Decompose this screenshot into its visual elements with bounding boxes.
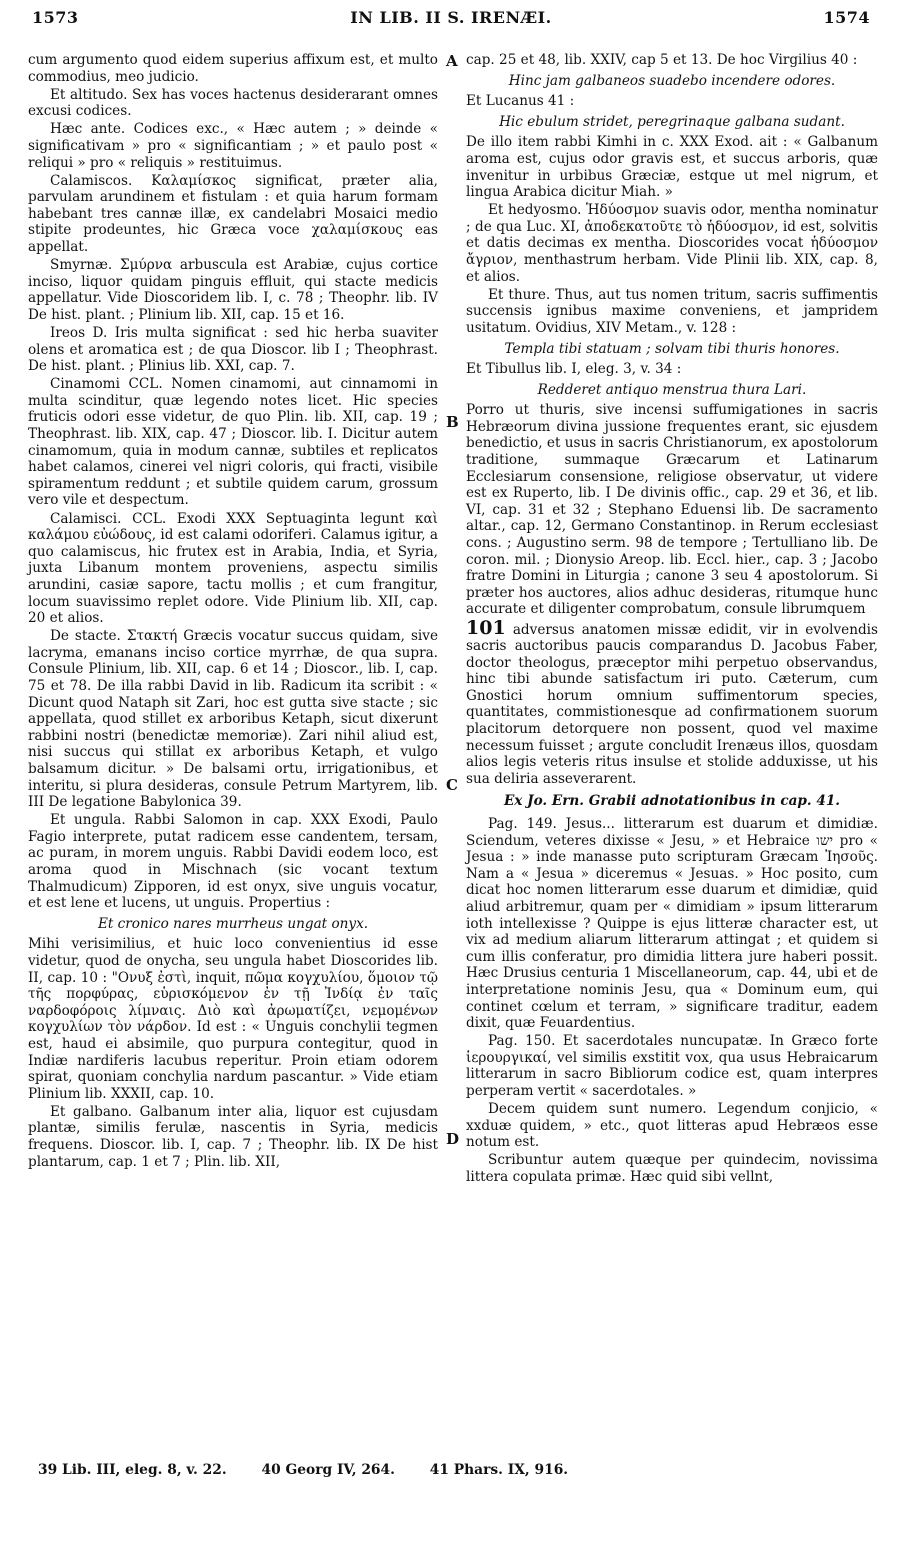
paragraph: cap. 25 et 48, lib. XXIV, cap 5 et 13. De hoc Virgilius 40 : xyxy=(466,52,858,68)
left-page-number: 1573 xyxy=(32,8,79,27)
paragraph: De illo item rabbi Kimhi in c. XXX Exod. ait : « Galbanum aroma est, cujus odor gravis est, et succus arboris, quæ invenitur in urbibus Græciæ, estque ut mel nigrum, et lingua Arabica dicitur Miah. » xyxy=(466,134,878,201)
paragraph: Ireos D. Iris multa significat : sed hic herba suaviter olens et aromatica est ; de qua Dioscor. lib I ; Theophrast. De hist. plant. ; Plinius lib. XXI, cap. 7. xyxy=(28,325,438,375)
paragraph: Et Tibullus lib. I, eleg. 3, v. 34 : xyxy=(466,361,682,378)
left-column xyxy=(28,52,438,1172)
paragraph: Scribuntur autem quæque per quindecim, novissima littera copulata primæ. Hæc quid sibi vellnt, xyxy=(466,1152,878,1185)
paragraph: Hæc ante. Codices exc., « Hæc autem ; » deinde « significativam » pro « significantiam ; » et paulo post « reliqui » pro « reliquis » restituimus. xyxy=(28,121,438,171)
paragraph: Pag. 150. Et sacerdotales nuncupatæ. In Græco forte ἱερουργικαί, vel similis exstitit vox, qua usus Hebraicarum litterarum in sacro Bibliorum codice est, quam interpres perperam vertit « sacerdotales. » xyxy=(466,1033,878,1100)
section-heading: Ex Jo. Ern. Grabii adnotationibus in cap. 41. xyxy=(503,793,841,810)
paragraph: De stacte. Στακτή Græcis vocatur succus quidam, sive lacryma, emanans inciso cortice myrrhæ, de qua supra. Consule Plinium, lib. XII, cap. 6 et 14 ; Dioscor., lib. I, cap. 75 et 78. De illa rabbi David in lib. Radicum ita scribit : « Dicunt quod Nataph sit Zari, hoc est gutta sive stacte ; sic appellata, quod stillet ex arboribus Ketaph, sicut dixerunt rabbini nostri (benedictæ memoriæ). Zari nihil aliud est, nisi succus qui stillat ex arboribus Ketaph, et vulgo balsamum dicitur. » De balsami ortu, irrigationibus, et interitu, si plura desideras, consule Petrum Martyrem, lib. III De legatione Babylonica 39. xyxy=(28,628,438,811)
footnote: 39 Lib. III, eleg. 8, v. 22. xyxy=(38,1462,227,1478)
margin-letter-b: B xyxy=(446,413,459,431)
paragraph: Decem quidem sunt numero. Legendum conjicio, « xxduæ quidem, » etc., quot litteras apud Hebræos esse notum est. xyxy=(466,1101,878,1151)
footnote: 41 Phars. IX, 916. xyxy=(429,1462,569,1478)
paragraph xyxy=(466,616,879,788)
footnote: 40 Georg IV, 264. xyxy=(261,1462,395,1478)
column-number-101: 101 xyxy=(466,616,506,639)
paragraph: Et altitudo. Sex has voces hactenus desiderarant omnes excusi codices. xyxy=(28,86,438,120)
verse-quote: Redderet antiquo menstrua thura Lari. xyxy=(537,381,807,398)
paragraph: Et Lucanus 41 : xyxy=(466,93,575,110)
verse-quote: Hic ebulum stridet, peregrinaque galbana sudant. xyxy=(499,113,845,130)
running-title: IN LIB. II S. IRENÆI. xyxy=(350,8,552,27)
paragraph: Porro ut thuris, sive incensi suffumigationes in sacris Hebræorum divina jussione frequentes erant, sic ejusdem benedictio, et usus in sacris Christianorum, ex apostolorum traditione, summaque Græcarum et Latinarum Ecclesiarum consensione, religiose observatur, ut videre est ex Ruperto, lib. I De divinis offic., cap. 29 et 36, et lib. VI, cap. 31 et 32 ; Stephano Eduensi lib. De sacramento altar., cap. 12, Germano Constantinop. in Rerum ecclesiast cons. ; Augustino serm. 98 de tempore ; Tertulliano lib. De coron. mil. ; Dionysio Areop. lib. Eccl. hier., cap. 3 ; Jacobo fratre Domini in Liturgia ; canone 3 seu 4 apostolorum. Si præter hos auctores, alios adhuc desideras, ritumque hunc accurate et diligenter comprobatum, consule librumquem xyxy=(466,402,878,618)
verse-quote: Et cronico nares murrheus ungat onyx. xyxy=(97,915,369,932)
paragraph: Et hedyosmo. Ἡδύοσμον suavis odor, mentha nominatur ; de qua Luc. XI, ἀποδεκατοῦτε τὸ ἡδύοσμον, id est, solvitis et datis decimas ex mentha. Dioscorides vocat ἡδύοσμον ἄγριον, menthastrum herbam. Vide Plinii lib. XIX, cap. 8, et alios. xyxy=(466,202,878,285)
paragraph: Smyrnæ. Σμύρνα arbuscula est Arabiæ, cujus cortice inciso, liquor quidam pinguis effluit, qui stacte medicis appellatur. Vide Dioscoridem lib. I, c. 78 ; Theophr. lib. IV De hist. plant. ; Plinium lib. XII, cap. 15 et 16. xyxy=(28,257,438,323)
paragraph-continuation: adversus anatomen missæ edidit, vir in evolvendis sacris auctoribus paucis comparandus D. Jacobus Faber, doctor theologus, præceptor mihi perpetuo observandus, hinc tibi abunde satisfactum iri puto. Cæterum, cum Gnostici horum omnium suffimentorum species, quantitates, commistionesque ad confirmationem suorum placitorum detorquere non possent, quod vel maxime necessum fuisset ; argute concludit Irenæus illos, quosdam alios legis veteris ritus insulse et stolide adduxisse, ut his sua deliria asseverarent. xyxy=(466,621,879,787)
paragraph: Et thure. Thus, aut tus nomen tritum, sacris suffimentis succensis ignibus maxime conveniens, et jampridem usitatum. Ovidius, XIV Metam., v. 128 : xyxy=(466,286,878,336)
paragraph: Calamisci. CCL. Exodi XXX Septuaginta legunt καὶ καλάμου εὐώδους, id est calami odoriferi. Calamus igitur, a quo calamiscus, hic frutex est in Arabia, India, et Syria, juxta Libanum montem proveniens, aspectu similis arundini, casiæ sapore, tactu mollis ; et cum frangitur, locum suavissimo replet odore. Vide Plinium lib. XII, cap. 20 et alios. xyxy=(28,510,439,627)
right-page-number: 1574 xyxy=(823,8,870,27)
paragraph: Pag. 149. Jesus... litterarum est duarum et dimidiæ. Sciendum, veteres dixisse « Jesu, » et Hebraice ישו pro « Jesua : » inde manasse puto scripturam Græcam Ἰησοῦς. Nam a « Jesua » diceremus « Jesuas. » Hoc posito, cum dicat hoc nomen litterarum esse duarum et dimidiæ, quid aliud arbitremur, quam per « dimidiam » ipsum litterarum ioth intellexisse ? Quippe is ejus litteræ character est, ut vix ad medium aliarum litterarum attingat ; et quidem si cum illis conferatur, pro dimidia littera jure haberi possit. Hæc Drusius centuria 1 Miscellaneorum, cap. 44, ubi et de interpretatione nominis Jesu, qua « Dominum eum, qui continet cœlum et terram, » significare traditur, eadem dixit, quæ Feuardentius. xyxy=(466,816,878,1032)
paragraph: Cinamomi CCL. Nomen cinamomi, aut cinnamomi in multa scinditur, quæ legendo notes licet. Hic species fruticis odori esse videtur, de quo Plin. lib. XII, cap. 19 ; Theophrast. lib. XIX, cap. 47 ; Dioscor. lib. I. Dicitur autem cinamomum, quia in modum cannæ, subtiles et replicatos habet calamos, cinerei vel nigri coloris, qui fracti, visibile spiramentum reddunt ; et subtile quidem carum, grossum vero vile et despectum. xyxy=(28,376,438,509)
margin-letter-c: C xyxy=(446,776,458,794)
margin-letter-a: A xyxy=(446,52,458,70)
paragraph: cum argumento quod eidem superius affixum est, et multo commodius, meo judicio. xyxy=(28,52,438,85)
paragraph: Et ungula. Rabbi Salomon in cap. XXX Exodi, Paulo Fagio interprete, putat radicem esse candentem, tersam, ac puram, in morem unguis. Rabbi Davidi eodem loco, est aroma quod in Mischnach (sic vocant textum Thalmudicum) Zipporen, id est onyx, sive unguis vocatur, et est lene et lucens, ut unguis. Propertius : xyxy=(28,812,438,912)
footnotes xyxy=(38,1462,598,1478)
verse-quote: Hinc jam galbaneos suadebo incendere odores. xyxy=(508,72,836,89)
paragraph: Mihi verisimilius, et huic loco convenientius id esse videtur, quod de onycha, seu ungula habet Dioscorides lib. II, cap. 10 : "Ονυξ ἐστὶ, inquit, πῶμα κογχυλίου, ὅμοιον τῷ τῆς πορφύρας, εὑρισκόμενον ἐν τῇ Ἰνδίᾳ ἐν ταῖς ναρδοφόροις λίμναις. Διὸ καὶ ἀρωματίζει, νεμομένων κογχυλίων τὸν νάρδον. Id est : « Unguis conchylii tegmen est, haud ei absimile, quo purpura contegitur, quod in Indiæ nardiferis lacubus reperitur. Proin etiam odorem spirat, quoniam conchylia nardum pascantur. » Vide etiam Plinium lib. XXXII, cap. 10. xyxy=(28,936,438,1102)
right-column xyxy=(466,52,878,1187)
margin-letter-d: D xyxy=(446,1130,460,1148)
paragraph: Et galbano. Galbanum inter alia, liquor est cujusdam plantæ, similis ferulæ, nascentis in Syria, medicis frequens. Dioscor. lib. I, cap. 7 ; Theophr. lib. IX De hist plantarum, cap. 1 et 7 ; Plin. lib. XII, xyxy=(28,1103,438,1170)
verse-quote: Templa tibi statuam ; solvam tibi thuris honores. xyxy=(504,340,840,357)
paragraph: Calamiscos. Καλαμίσκος significat, præter alia, parvulam arundinem et fistulam : et quia harum formam habebant tres cannæ illæ, ex candelabri Mosaici medio stipite prodeuntes, hic Græca voce χαλαμίσκους eas appellat. xyxy=(28,172,438,256)
